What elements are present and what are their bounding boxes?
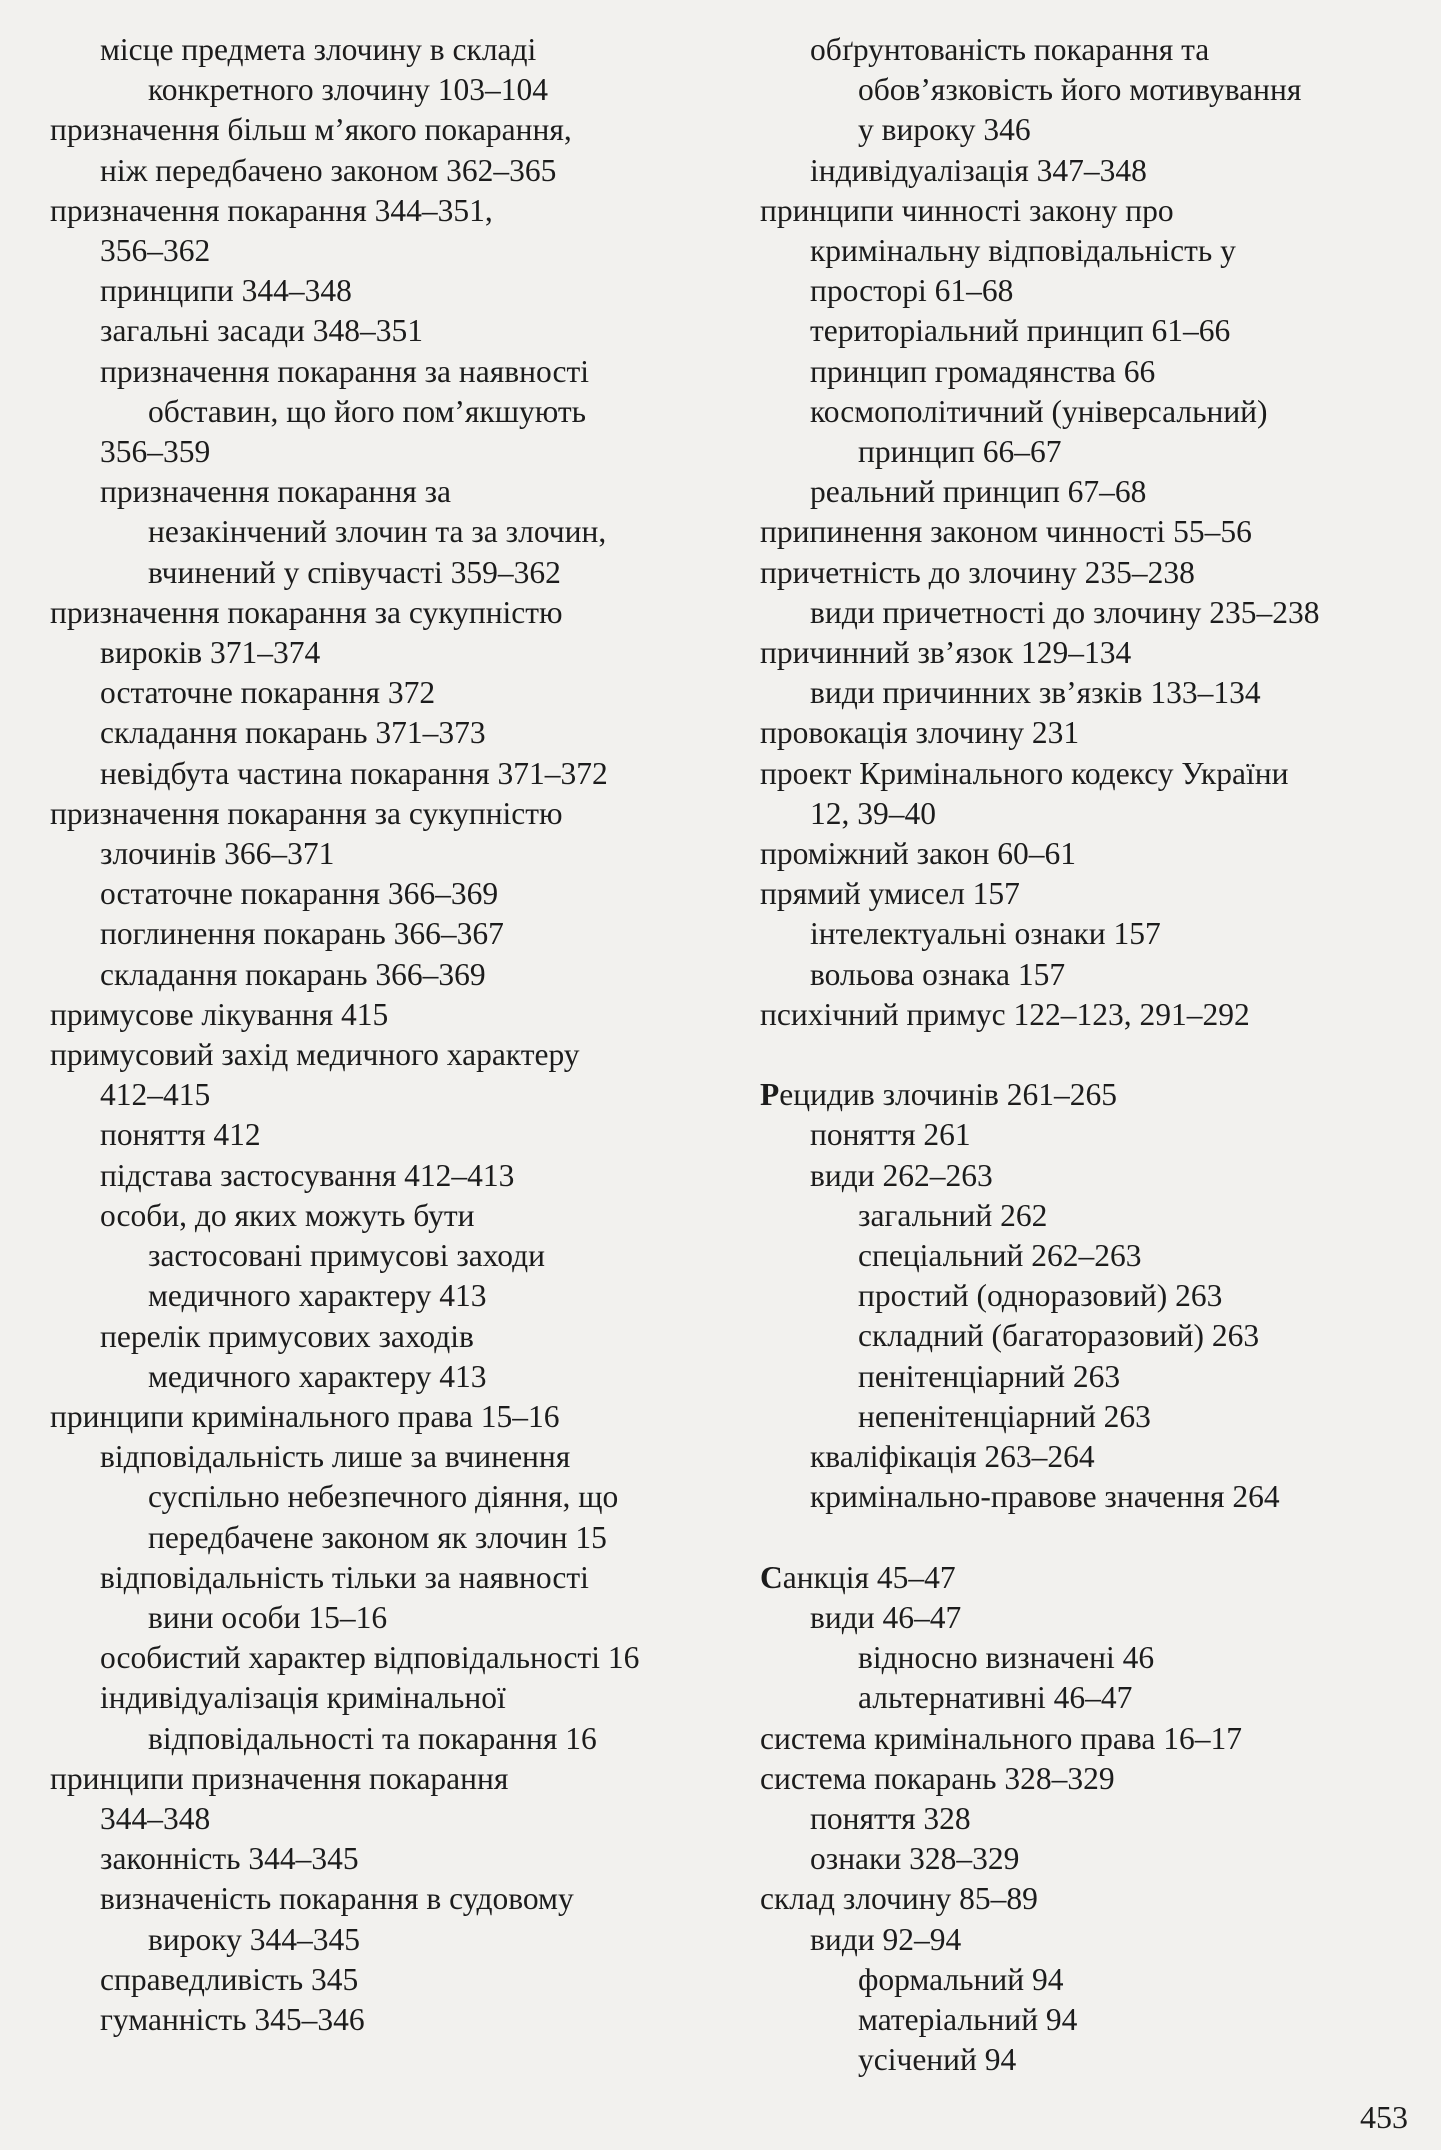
entry-text: поглинення покарань 366–367 <box>100 916 504 952</box>
index-subentry <box>50 1437 750 1477</box>
entry-text: примусове лікування 415 <box>50 996 389 1032</box>
index-subentry <box>760 1598 1430 1638</box>
index-subentry <box>50 1879 750 1919</box>
entry-text: принцип 66–67 <box>858 434 1062 470</box>
index-subentry <box>760 914 1430 954</box>
entry-text: принцип громадянства 66 <box>810 353 1156 389</box>
entry-text: законність 344–345 <box>100 1841 359 1877</box>
section-letter: С <box>760 1559 783 1595</box>
entry-text: система покарань 328–329 <box>760 1760 1115 1796</box>
index-subentry <box>760 673 1430 713</box>
entry-text: складання покарань 366–369 <box>100 956 486 992</box>
index-subentry <box>760 392 1430 432</box>
index-subentry <box>50 151 750 191</box>
entry-text: відносно визначені 46 <box>858 1640 1155 1676</box>
index-heading <box>760 834 1430 874</box>
entry-text: індивідуалізація 347–348 <box>810 152 1147 188</box>
entry-text: кваліфікація 263–264 <box>810 1439 1095 1475</box>
entry-text: 356–362 <box>100 233 211 269</box>
entry-text: прямий умисел 157 <box>760 876 1020 912</box>
index-subentry <box>760 1638 1430 1678</box>
index-heading <box>50 794 750 834</box>
index-subentry <box>50 754 750 794</box>
index-subentry <box>50 713 750 753</box>
entry-text: принципи призначення покарання <box>50 1760 509 1796</box>
index-heading <box>760 874 1430 914</box>
entry-text: складання покарань 371–373 <box>100 715 486 751</box>
index-subentry <box>50 1075 750 1115</box>
entry-text: передбачене законом як злочин 15 <box>148 1519 607 1555</box>
index-right-column <box>760 30 1430 2080</box>
index-heading <box>760 754 1430 794</box>
index-subentry <box>50 914 750 954</box>
index-subentry <box>50 311 750 351</box>
entry-text: 412–415 <box>100 1077 211 1113</box>
entry-text: складний (багаторазовий) 263 <box>858 1318 1260 1354</box>
index-subentry <box>760 1960 1430 2000</box>
entry-text: призначення покарання 344–351, <box>50 192 493 228</box>
entry-text: 344–348 <box>100 1800 211 1836</box>
index-subentry <box>50 1719 750 1759</box>
entry-text: принципи 344–348 <box>100 273 352 309</box>
section-gap <box>760 1518 1430 1558</box>
entry-text: види причинних зв’язків 133–134 <box>810 675 1261 711</box>
entry-text: просторі 61–68 <box>810 273 1014 309</box>
index-subentry <box>760 311 1430 351</box>
index-subentry <box>760 593 1430 633</box>
index-subentry <box>760 30 1430 70</box>
entry-text: застосовані примусові заходи <box>148 1238 546 1274</box>
entry-text: причинний зв’язок 129–134 <box>760 635 1132 671</box>
index-subentry <box>760 1156 1430 1196</box>
index-subentry <box>760 472 1430 512</box>
index-subentry <box>50 352 750 392</box>
index-heading <box>760 191 1430 231</box>
index-subentry <box>760 955 1430 995</box>
index-subentry <box>50 432 750 472</box>
index-heading <box>50 191 750 231</box>
entry-text: відповідальність тільки за наявності <box>100 1559 589 1595</box>
index-subentry <box>50 1839 750 1879</box>
index-subentry <box>760 1316 1430 1356</box>
entry-text: формальний 94 <box>858 1961 1064 1997</box>
index-subentry <box>50 1558 750 1598</box>
index-subentry <box>760 1196 1430 1236</box>
index-subentry <box>760 794 1430 834</box>
index-subentry <box>50 271 750 311</box>
index-subentry <box>760 1920 1430 1960</box>
index-subentry <box>50 392 750 432</box>
index-subentry <box>50 70 750 110</box>
entry-text: медичного характеру 413 <box>148 1358 487 1394</box>
index-subentry <box>50 2000 750 2040</box>
index-left-column <box>50 30 750 2040</box>
index-subentry <box>50 1799 750 1839</box>
entry-text: особистий характер відповідальності 16 <box>100 1640 640 1676</box>
entry-text: проект Кримінального кодексу України <box>760 755 1289 791</box>
index-subentry <box>760 151 1430 191</box>
section-letter: Р <box>760 1077 780 1113</box>
entry-text: відповідальність лише за вчинення <box>100 1439 571 1475</box>
index-subentry <box>760 1397 1430 1437</box>
entry-text: 356–359 <box>100 434 211 470</box>
entry-text: обставин, що його пом’якшують <box>148 393 586 429</box>
index-heading <box>760 1759 1430 1799</box>
index-subentry <box>760 352 1430 392</box>
entry-text: причетність до злочину 235–238 <box>760 554 1195 590</box>
index-heading <box>760 995 1430 1035</box>
entry-text: визначеність покарання в судовому <box>100 1881 574 1917</box>
entry-text: перелік примусових заходів <box>100 1318 474 1354</box>
entry-text: конкретного злочину 103–104 <box>148 72 549 108</box>
index-subentry <box>760 110 1430 150</box>
entry-text: призначення покарання за сукупністю <box>50 594 563 630</box>
entry-text: гуманність 345–346 <box>100 2001 365 2037</box>
index-subentry <box>760 432 1430 472</box>
index-subentry <box>760 271 1430 311</box>
entry-text: альтернативні 46–47 <box>858 1680 1133 1716</box>
entry-text: вини особи 15–16 <box>148 1599 388 1635</box>
index-subentry <box>50 1477 750 1517</box>
index-subentry <box>50 1598 750 1638</box>
index-subentry <box>50 874 750 914</box>
index-heading <box>760 1719 1430 1759</box>
index-subentry <box>760 1477 1430 1517</box>
index-subentry <box>760 1115 1430 1155</box>
entry-text: психічний примус 122–123, 291–292 <box>760 996 1250 1032</box>
index-heading <box>760 1879 1430 1919</box>
index-subentry <box>50 512 750 552</box>
entry-text: вольова ознака 157 <box>810 956 1066 992</box>
entry-text: ніж передбачено законом 362–365 <box>100 152 557 188</box>
entry-text: незакінчений злочин та за злочин, <box>148 514 607 550</box>
index-subentry <box>760 1236 1430 1276</box>
index-subentry <box>50 834 750 874</box>
entry-text: поняття 261 <box>810 1117 971 1153</box>
index-subentry <box>50 1196 750 1236</box>
entry-text: принципи чинності закону про <box>760 192 1174 228</box>
entry-text: підстава застосування 412–413 <box>100 1157 515 1193</box>
entry-text: космополітичний (універсальний) <box>810 393 1268 429</box>
entry-text: медичного характеру 413 <box>148 1278 487 1314</box>
entry-text: види 262–263 <box>810 1157 993 1193</box>
index-subentry <box>50 633 750 673</box>
entry-text: ецидив злочинів 261–265 <box>779 1077 1117 1113</box>
index-subentry <box>50 1156 750 1196</box>
entry-text: призначення покарання за сукупністю <box>50 795 563 831</box>
entry-text: поняття 328 <box>810 1800 971 1836</box>
index-heading <box>50 1035 750 1075</box>
index-subentry <box>50 30 750 70</box>
index-heading <box>760 1558 1430 1598</box>
entry-text: територіальний принцип 61–66 <box>810 313 1231 349</box>
entry-text: невідбута частина покарання 371–372 <box>100 755 608 791</box>
index-heading <box>50 110 750 150</box>
entry-text: справедливість 345 <box>100 1961 359 1997</box>
index-subentry <box>760 1678 1430 1718</box>
entry-text: матеріальний 94 <box>858 2001 1078 2037</box>
entry-text: примусовий захід медичного характеру <box>50 1037 580 1073</box>
index-subentry <box>50 1357 750 1397</box>
entry-text: відповідальності та покарання 16 <box>148 1720 597 1756</box>
entry-text: вироків 371–374 <box>100 635 321 671</box>
entry-text: спеціальний 262–263 <box>858 1238 1142 1274</box>
index-subentry <box>760 1437 1430 1477</box>
entry-text: види 46–47 <box>810 1599 962 1635</box>
index-heading <box>50 1397 750 1437</box>
entry-text: суспільно небезпечного діяння, що <box>148 1479 619 1515</box>
entry-text: загальний 262 <box>858 1197 1048 1233</box>
entry-text: обов’язковість його мотивування <box>858 72 1302 108</box>
entry-text: призначення покарання за <box>100 474 452 510</box>
entry-text: принципи кримінального права 15–16 <box>50 1398 560 1434</box>
entry-text: призначення покарання за наявності <box>100 353 590 389</box>
entry-text: злочинів 366–371 <box>100 836 335 872</box>
entry-text: види 92–94 <box>810 1921 962 1957</box>
index-subentry <box>50 673 750 713</box>
entry-text: ознаки 328–329 <box>810 1841 1020 1877</box>
entry-text: кримінальну відповідальність у <box>810 233 1236 269</box>
index-subentry <box>760 1276 1430 1316</box>
index-heading <box>50 995 750 1035</box>
entry-text: припинення законом чинності 55–56 <box>760 514 1252 550</box>
index-subentry <box>50 955 750 995</box>
index-heading <box>760 1075 1430 1115</box>
index-heading <box>760 553 1430 593</box>
entry-text: призначення більш м’якого покарання, <box>50 112 572 148</box>
index-subentry <box>760 1839 1430 1879</box>
index-subentry <box>50 1236 750 1276</box>
entry-text: пенітенціарний 263 <box>858 1358 1121 1394</box>
index-subentry <box>760 1799 1430 1839</box>
index-subentry <box>50 1920 750 1960</box>
entry-text: обґрунтованість покарання та <box>810 32 1210 67</box>
entry-text: непенітенціарний 263 <box>858 1398 1151 1434</box>
index-subentry <box>50 231 750 271</box>
entry-text: провокація злочину 231 <box>760 715 1080 751</box>
index-subentry <box>50 1960 750 2000</box>
entry-text: реальний принцип 67–68 <box>810 474 1147 510</box>
entry-text: система кримінального права 16–17 <box>760 1720 1242 1756</box>
entry-text: склад злочину 85–89 <box>760 1881 1038 1917</box>
entry-text: інтелектуальні ознаки 157 <box>810 916 1161 952</box>
index-heading <box>50 593 750 633</box>
index-subentry <box>50 1276 750 1316</box>
entry-text: загальні засади 348–351 <box>100 313 423 349</box>
index-subentry <box>50 1638 750 1678</box>
entry-text: місце предмета злочину в складі <box>100 32 537 67</box>
entry-text: усічений 94 <box>858 2042 1017 2078</box>
index-subentry <box>760 231 1430 271</box>
entry-text: проміжний закон 60–61 <box>760 836 1077 872</box>
index-subentry <box>50 472 750 512</box>
index-heading <box>760 713 1430 753</box>
index-heading <box>760 512 1430 552</box>
index-subentry <box>760 2040 1430 2080</box>
index-subentry <box>760 70 1430 110</box>
section-gap <box>760 1035 1430 1075</box>
index-subentry <box>50 1115 750 1155</box>
entry-text: у вироку 346 <box>858 112 1031 148</box>
index-subentry <box>50 1317 750 1357</box>
entry-text: поняття 412 <box>100 1117 261 1153</box>
entry-text: вироку 344–345 <box>148 1921 360 1957</box>
entry-text: види причетності до злочину 235–238 <box>810 594 1320 630</box>
index-subentry <box>50 553 750 593</box>
entry-text: 12, 39–40 <box>810 795 936 831</box>
index-subentry <box>50 1678 750 1718</box>
entry-text: особи, до яких можуть бути <box>100 1197 475 1233</box>
entry-text: індивідуалізація кримінальної <box>100 1680 506 1716</box>
entry-text: остаточне покарання 366–369 <box>100 876 499 912</box>
index-subentry <box>50 1518 750 1558</box>
index-heading <box>50 1759 750 1799</box>
entry-text: кримінально-правове значення 264 <box>810 1479 1280 1515</box>
entry-text: вчинений у співучасті 359–362 <box>148 554 561 590</box>
index-subentry <box>760 1357 1430 1397</box>
entry-text: простий (одноразовий) 263 <box>858 1278 1223 1314</box>
index-subentry <box>760 2000 1430 2040</box>
entry-text: остаточне покарання 372 <box>100 675 436 711</box>
page-number: 453 <box>1360 2099 1408 2135</box>
entry-text: анкція 45–47 <box>782 1559 956 1595</box>
index-heading <box>760 633 1430 673</box>
